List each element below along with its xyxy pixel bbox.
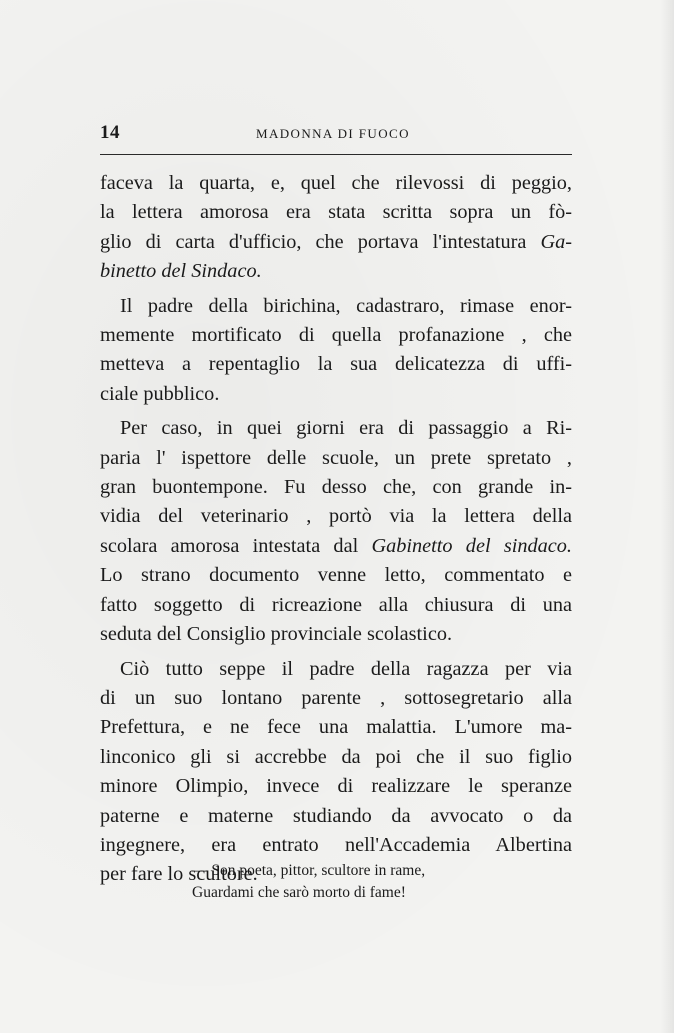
paragraph-3 <box>100 414 572 649</box>
text-line: linconico gli si accrebbe da poi che il suo figlio <box>100 745 572 768</box>
page-number: 14 <box>100 122 120 143</box>
text-run: scolara amorosa intestata dal <box>100 534 372 557</box>
text-line: paterne e materne studiando da avvocato o da <box>100 804 572 827</box>
text-line: fatto soggetto di ricreazione alla chiusura di una <box>100 593 572 616</box>
text-run: glio di carta d'ufficio, che portava l'intestatura <box>100 230 541 253</box>
paragraph-1 <box>100 169 572 287</box>
text-line: paria l' ispettore delle scuole, un prete spretato , <box>100 446 572 469</box>
verse-quote <box>192 860 482 904</box>
page-edge-shadow <box>660 0 674 1033</box>
text-line: faceva la quarta, e, quel che rilevossi di peggio, <box>100 172 572 194</box>
paragraph-4 <box>100 655 572 890</box>
text-line: Per caso, in quei giorni era di passaggio a Ri- <box>120 417 572 440</box>
text-line: binetto del Sindaco. <box>100 260 262 283</box>
text-line: Lo strano documento venne letto, commentato e <box>100 564 572 587</box>
text-line: seduta del Consiglio provinciale scolastico. <box>100 623 453 646</box>
italic-run: Ga- <box>540 230 572 253</box>
running-title: MADONNA DI FUOCO <box>256 126 410 141</box>
quote-line: — Son poeta, pittor, scultore in rame, <box>192 862 426 879</box>
text-line: ingegnere, era entrato nell'Accademia Albertina <box>100 833 572 856</box>
paragraph-2 <box>100 292 572 410</box>
page-header <box>100 122 572 146</box>
body-text <box>100 169 572 890</box>
text-line: la lettera amorosa era stata scritta sopra un fò- <box>100 201 572 224</box>
header-rule <box>100 154 572 155</box>
text-line: metteva a repentaglio la sua delicatezza di uffi- <box>100 353 572 376</box>
text-line: memente mortificato di quella profanazione , che <box>100 324 572 347</box>
text-line: vidia del veterinario , portò via la lettera della <box>100 505 572 528</box>
text-line: di un suo lontano parente , sottosegretario alla <box>100 686 572 709</box>
text-line: gran buontempone. Fu desso che, con grande in- <box>100 476 572 499</box>
text-line <box>100 228 572 257</box>
text-line: Prefettura, e ne fece una malattia. L'umore ma- <box>100 716 572 739</box>
text-line: minore Olimpio, invece di realizzare le speranze <box>100 775 572 798</box>
text-line: ciale pubblico. <box>100 382 220 405</box>
text-line <box>100 532 572 561</box>
text-line: Il padre della birichina, cadastraro, rimase enor- <box>120 294 572 317</box>
quote-line: Guardami che sarò morto di fame! <box>192 884 406 901</box>
text-line: per fare lo scultore. <box>100 863 258 886</box>
italic-run: Gabinetto del sindaco. <box>371 534 572 557</box>
text-line: Ciò tutto seppe il padre della ragazza per via <box>120 657 572 680</box>
